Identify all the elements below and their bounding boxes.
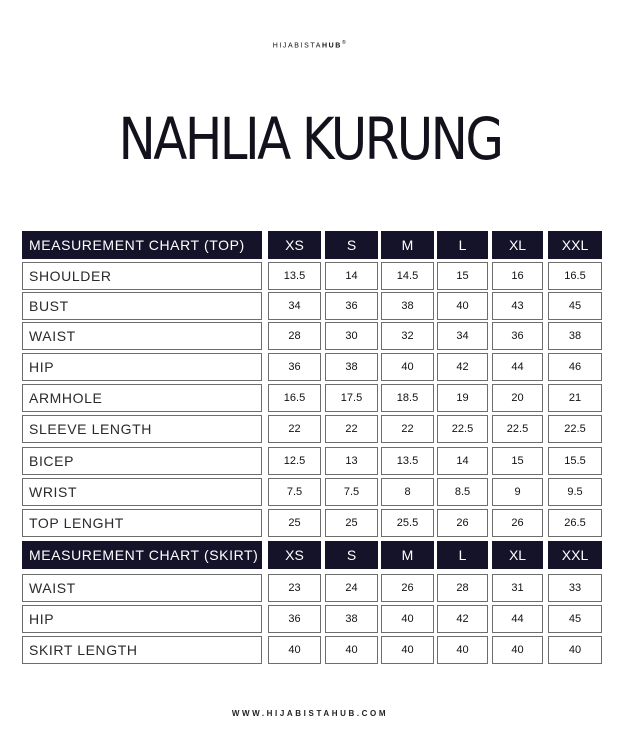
size-header-cell: M [381, 231, 434, 259]
measurement-value-cell: 26 [437, 509, 488, 537]
measurement-value-cell: 23 [268, 574, 321, 602]
brand-logo [0, 40, 620, 49]
top-table-row [0, 322, 620, 350]
measurement-value-cell: 32 [381, 322, 434, 350]
top-table-row-label: BUST [22, 292, 262, 320]
measurement-value-cell: 22 [381, 415, 434, 443]
top-table-row-label: SHOULDER [22, 262, 262, 290]
top-table-row [0, 353, 620, 381]
measurement-value-cell: 40 [437, 292, 488, 320]
measurement-value-cell: 15 [437, 262, 488, 290]
measurement-value-cell: 38 [325, 605, 378, 633]
measurement-value-cell: 16.5 [268, 384, 321, 412]
measurement-value-cell: 42 [437, 605, 488, 633]
measurement-value-cell: 40 [381, 605, 434, 633]
measurement-value-cell: 22.5 [437, 415, 488, 443]
top-table-header-label: MEASUREMENT CHART (TOP) [22, 231, 262, 259]
measurement-value-cell: 17.5 [325, 384, 378, 412]
measurement-value-cell: 25 [325, 509, 378, 537]
measurement-value-cell: 22.5 [492, 415, 543, 443]
measurement-value-cell: 22 [325, 415, 378, 443]
top-table-row-label: WAIST [22, 322, 262, 350]
measurement-value-cell: 44 [492, 605, 543, 633]
measurement-value-cell: 7.5 [325, 478, 378, 506]
measurement-value-cell: 13 [325, 447, 378, 475]
skirt-table-header-row [0, 541, 620, 569]
measurement-value-cell: 31 [492, 574, 543, 602]
skirt-table-row-label: SKIRT LENGTH [22, 636, 262, 664]
measurement-value-cell: 38 [381, 292, 434, 320]
size-header-cell: L [437, 541, 488, 569]
measurement-value-cell: 40 [437, 636, 488, 664]
top-table-row-label: TOP LENGHT [22, 509, 262, 537]
top-table-row [0, 262, 620, 290]
measurement-value-cell: 30 [325, 322, 378, 350]
measurement-value-cell: 26 [492, 509, 543, 537]
measurement-value-cell: 22.5 [548, 415, 602, 443]
page-title: NAHLIA KURUNG [118, 105, 502, 173]
brand-mark: ® [341, 40, 348, 46]
measurement-value-cell: 12.5 [268, 447, 321, 475]
top-table-row-label: WRIST [22, 478, 262, 506]
measurement-value-cell: 34 [268, 292, 321, 320]
measurement-value-cell: 8.5 [437, 478, 488, 506]
measurement-value-cell: 20 [492, 384, 543, 412]
measurement-value-cell: 46 [548, 353, 602, 381]
size-header-cell: S [325, 541, 378, 569]
measurement-value-cell: 21 [548, 384, 602, 412]
size-header-cell: XXL [548, 231, 602, 259]
brand-suffix: HUB [322, 42, 342, 50]
measurement-value-cell: 45 [548, 605, 602, 633]
size-header-cell: XXL [548, 541, 602, 569]
measurement-value-cell: 14.5 [381, 262, 434, 290]
measurement-value-cell: 28 [268, 322, 321, 350]
skirt-table-header-label: MEASUREMENT CHART (SKIRT) [22, 541, 262, 569]
measurement-value-cell: 26 [381, 574, 434, 602]
measurement-value-cell: 36 [268, 353, 321, 381]
measurement-value-cell: 42 [437, 353, 488, 381]
measurement-value-cell: 33 [548, 574, 602, 602]
measurement-value-cell: 28 [437, 574, 488, 602]
measurement-value-cell: 43 [492, 292, 543, 320]
measurement-value-cell: 15 [492, 447, 543, 475]
measurement-value-cell: 16.5 [548, 262, 602, 290]
measurement-value-cell: 18.5 [381, 384, 434, 412]
measurement-value-cell: 38 [325, 353, 378, 381]
website-url: WWW.HIJABISTAHUB.COM [231, 709, 389, 718]
measurement-value-cell: 25.5 [381, 509, 434, 537]
size-header-cell: XS [268, 541, 321, 569]
measurement-value-cell: 9.5 [548, 478, 602, 506]
measurement-value-cell: 7.5 [268, 478, 321, 506]
measurement-value-cell: 14 [437, 447, 488, 475]
measurement-value-cell: 40 [548, 636, 602, 664]
brand-prefix: HIJABISTA [272, 42, 322, 50]
skirt-table-row-label: WAIST [22, 574, 262, 602]
measurement-value-cell: 40 [492, 636, 543, 664]
top-table-row [0, 509, 620, 537]
top-table-row-label: SLEEVE LENGTH [22, 415, 262, 443]
top-table-row-label: BICEP [22, 447, 262, 475]
measurement-value-cell: 40 [325, 636, 378, 664]
measurement-value-cell: 26.5 [548, 509, 602, 537]
measurement-value-cell: 13.5 [268, 262, 321, 290]
measurement-value-cell: 16 [492, 262, 543, 290]
size-header-cell: M [381, 541, 434, 569]
measurement-value-cell: 19 [437, 384, 488, 412]
top-table-row [0, 292, 620, 320]
measurement-value-cell: 14 [325, 262, 378, 290]
top-table-row [0, 447, 620, 475]
skirt-table-row [0, 574, 620, 602]
skirt-table-row [0, 636, 620, 664]
top-table-row-label: ARMHOLE [22, 384, 262, 412]
measurement-value-cell: 13.5 [381, 447, 434, 475]
measurement-value-cell: 15.5 [548, 447, 602, 475]
size-header-cell: XL [492, 231, 543, 259]
size-header-cell: XL [492, 541, 543, 569]
size-header-cell: L [437, 231, 488, 259]
top-table-row [0, 478, 620, 506]
measurement-value-cell: 36 [325, 292, 378, 320]
measurement-value-cell: 36 [268, 605, 321, 633]
size-header-cell: S [325, 231, 378, 259]
measurement-value-cell: 9 [492, 478, 543, 506]
measurement-value-cell: 8 [381, 478, 434, 506]
measurement-value-cell: 45 [548, 292, 602, 320]
measurement-value-cell: 38 [548, 322, 602, 350]
measurement-value-cell: 22 [268, 415, 321, 443]
measurement-value-cell: 36 [492, 322, 543, 350]
measurement-value-cell: 40 [268, 636, 321, 664]
size-header-cell: XS [268, 231, 321, 259]
top-table-row [0, 384, 620, 412]
top-table-header-row [0, 231, 620, 259]
measurement-value-cell: 40 [381, 353, 434, 381]
measurement-value-cell: 40 [381, 636, 434, 664]
skirt-table-row-label: HIP [22, 605, 262, 633]
measurement-value-cell: 25 [268, 509, 321, 537]
top-table-row-label: HIP [22, 353, 262, 381]
measurement-value-cell: 34 [437, 322, 488, 350]
top-table-row [0, 415, 620, 443]
skirt-table-row [0, 605, 620, 633]
measurement-value-cell: 24 [325, 574, 378, 602]
measurement-value-cell: 44 [492, 353, 543, 381]
